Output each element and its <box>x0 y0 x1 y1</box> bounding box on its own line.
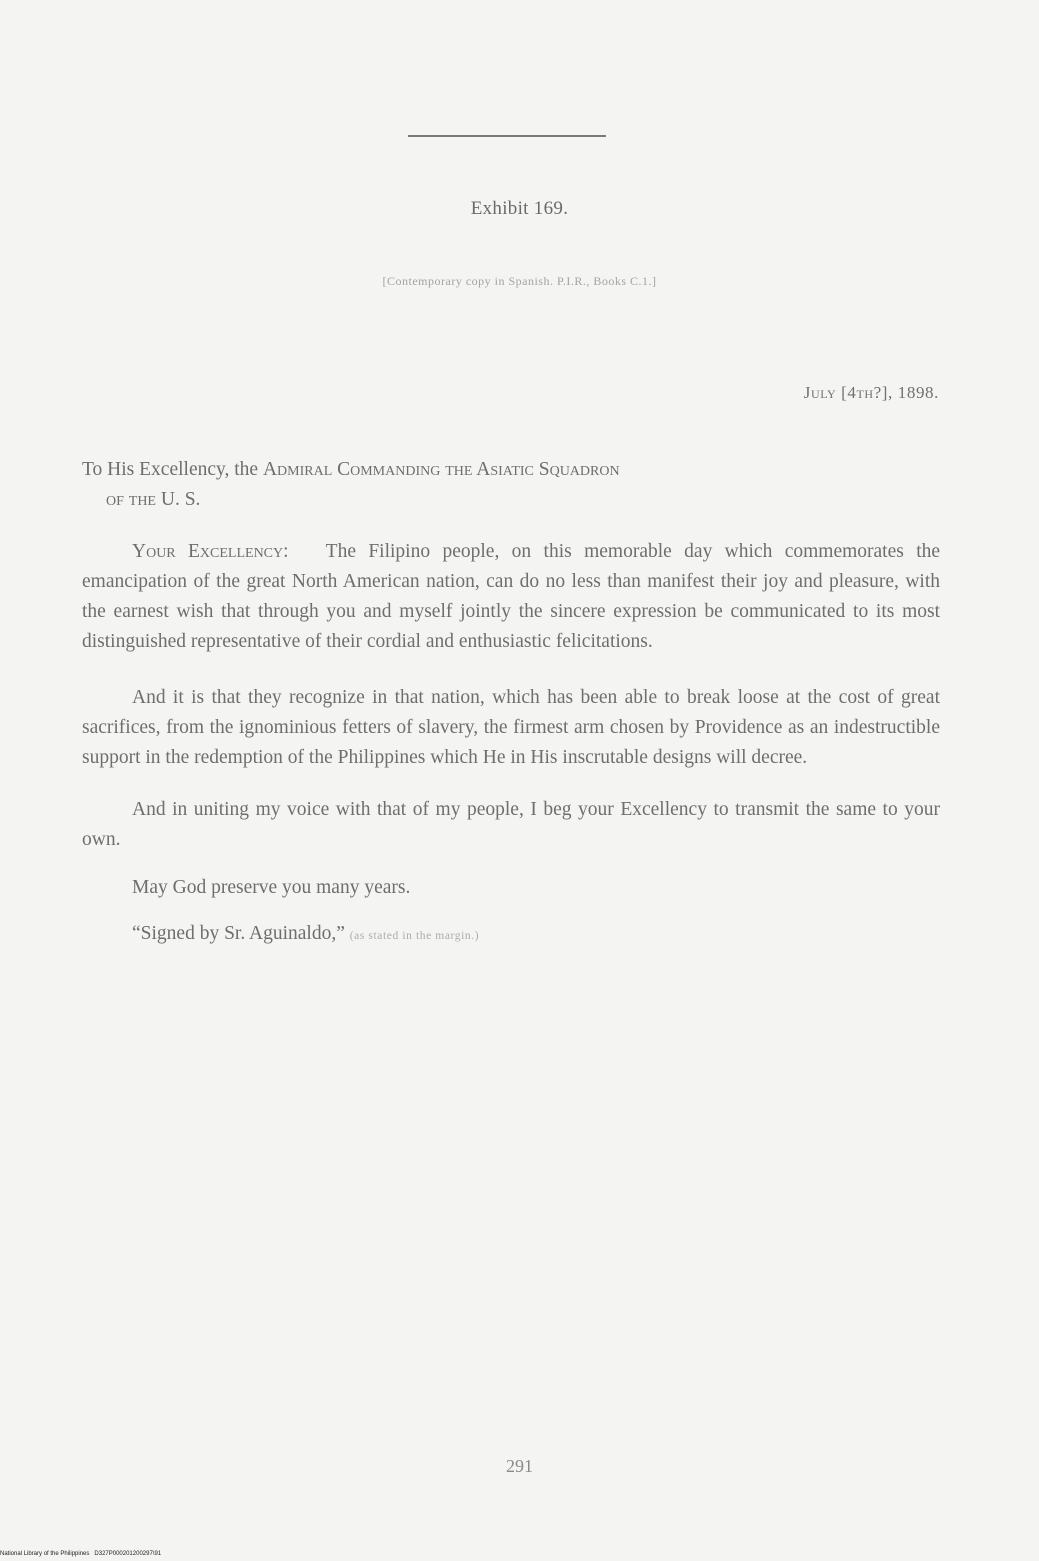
address-suffix: of the <box>106 489 156 510</box>
salutation: Your Excellency: <box>132 541 289 562</box>
paragraph-1-text: The Filipino people, on this memorable day which commemorates the emancipation of the great North American nation, can do no less than manifest their joy and pleasure, with the earnest wish that through you and myself jointly the sincere expression be communicated to its most distinguished representative of their cordial and enthusiastic felicitations. <box>82 541 941 652</box>
address-end: U. S. <box>156 489 201 510</box>
footer-library: National Library of the Philippines <box>0 1551 90 1557</box>
signature-note: (as stated in the margin.) <box>349 930 480 942</box>
footer-strip <box>0 1551 161 1557</box>
header-rule <box>408 135 606 137</box>
letter-date: July [4th?], 1898. <box>803 383 939 402</box>
closing: May God preserve you many years. <box>132 877 411 898</box>
paragraph-1 <box>82 537 940 657</box>
letter-body <box>82 455 940 951</box>
signature: “Signed by Sr. Aguinaldo,” <box>132 923 345 944</box>
address-rank: Admiral Commanding the Asiatic Squadron <box>262 459 620 480</box>
footer-code: D327P000201200297\91 <box>94 1551 162 1557</box>
address-prefix: To His Excellency, the <box>82 459 263 480</box>
paragraph-3: And in uniting my voice with that of my people, I beg your Excellency to transmit the same to your own. <box>82 799 940 850</box>
letter-address <box>82 455 940 515</box>
source-note: [Contemporary copy in Spanish. P.I.R., Books C.1.] <box>382 274 657 288</box>
page-number: 291 <box>506 1456 533 1476</box>
exhibit-title: Exhibit 169. <box>470 198 569 219</box>
paragraph-2: And it is that they recognize in that nation, which has been able to break loose at the cost of great sacrifices, from the ignominious fetters of slavery, the firmest arm chosen by Providence as an indestructible support in the redemption of the Philippines which He in His inscrutable designs will decree. <box>82 687 940 768</box>
signature-line <box>82 919 940 951</box>
